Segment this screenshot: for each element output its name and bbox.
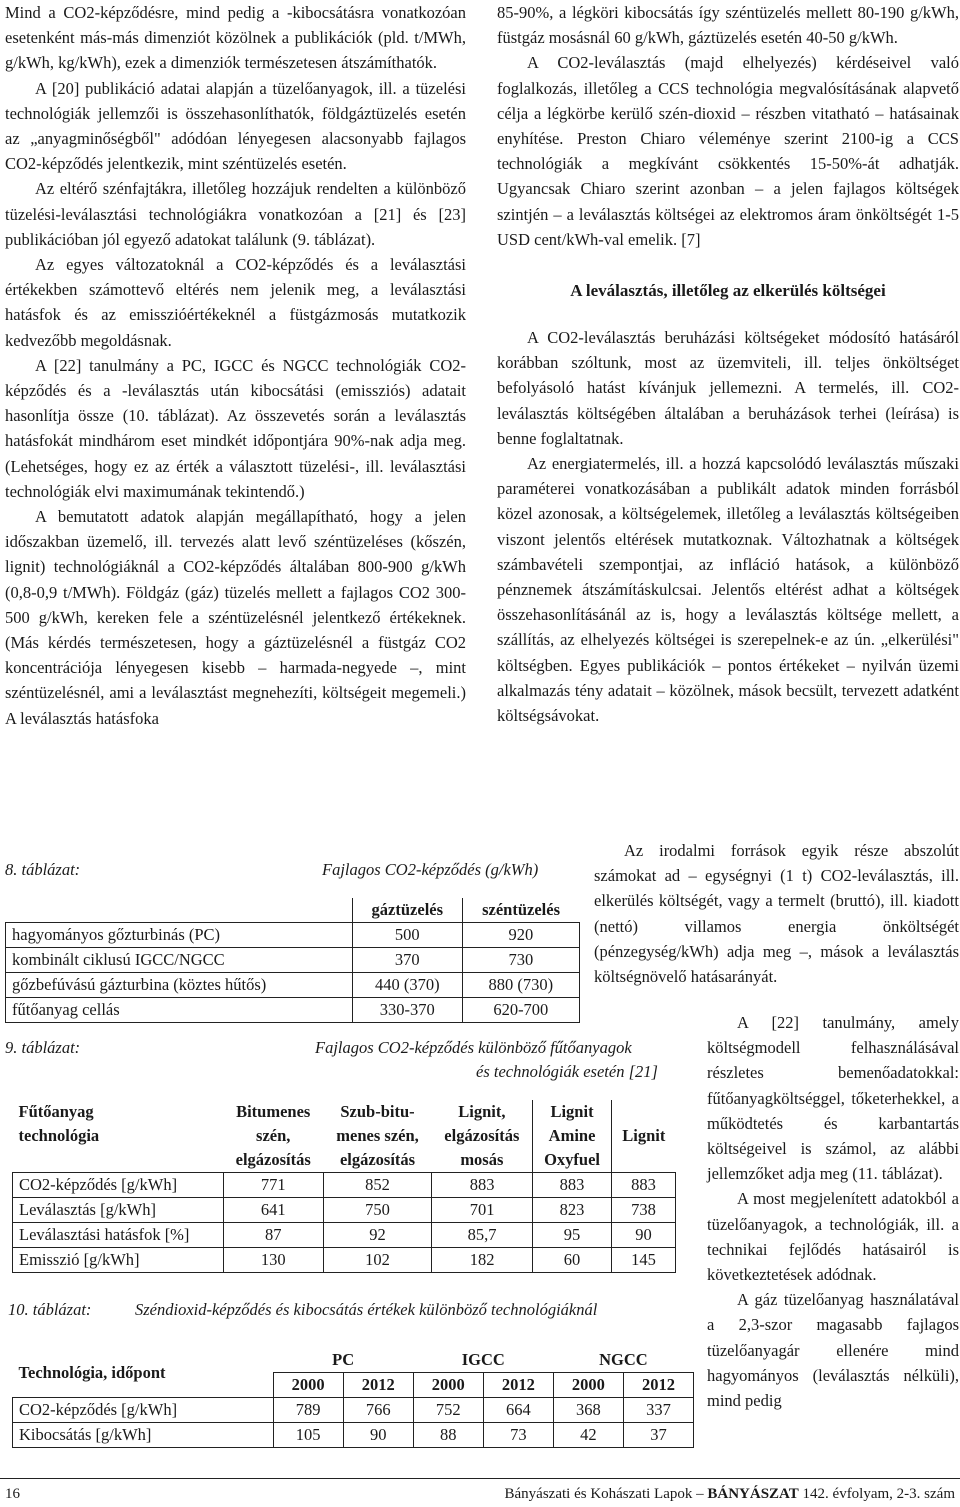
table-cell: 60 [532, 1248, 611, 1273]
paragraph: A [20] publikáció adatai alapján a tüzelőanyagok, ill. a tüzelési technológiák jellemzői is összehasonlíthatók, földgáztüzelés esetén az „anyagminőségből" adódóan lényegesen alacsonyabb fajlagos CO2-képződés jelentkezik, mint széntüzelés esetén. [5, 78, 466, 174]
table-cell: 789 [273, 1398, 343, 1423]
table-cell: CO2-képződés [g/kWh] [13, 1398, 274, 1423]
paragraph: A [22] tanulmány, amely költségmodell felhasználásával részletes bemenőadatokkal: fűtőanyagköltséggel, tőketerhekkel, a működtetés és karbantartás költségeivel is számol, az alábbi jellemzőket adja meg (11. táblázat). [707, 1013, 959, 1184]
table-cell: hagyományos gőzturbinás (PC) [6, 923, 353, 948]
table-cell: 37 [623, 1423, 693, 1448]
table-cell: 641 [223, 1198, 323, 1223]
mid-column [594, 838, 959, 989]
paragraph: 85-90%, a légköri kibocsátás így széntüzelés mellett 80-190 g/kWh, füstgáz mosásnál 60 g/kWh, gáztüzelés esetén 40-50 g/kWh. [497, 3, 959, 48]
table-cell: 330-370 [352, 998, 462, 1023]
table-year-header: 2000 [413, 1373, 483, 1398]
journal-prefix: Bányászati és Kohászati Lapok – [504, 1486, 704, 1502]
header-line: Bitumenes [236, 1102, 311, 1121]
table-year-header: 2012 [483, 1373, 553, 1398]
table-cell: 370 [352, 948, 462, 973]
table-cell: 95 [532, 1223, 611, 1248]
table10 [12, 1348, 694, 1448]
table-cell: 738 [612, 1198, 676, 1223]
paragraph: A [22] tanulmány a PC, IGCC és NGCC technológiák CO2-képződés és a -leválasztás után kibocsátási (emissziós) adatait hasonlítja össze (10. táblázat). Az összevetés során a leválasztás hatásfokát mindhárom eset mindkét időpontjára 90%-nak adja meg. (Lehetséges, hogy ez az érték a választott tüzelési-, ill. leválasztási technológiák elvi maximumának tekintendő.) [5, 355, 466, 501]
table-cell: 920 [462, 923, 579, 948]
bottom-right-column [707, 1010, 959, 1413]
table-cell: 88 [413, 1423, 483, 1448]
header-line: elgázosítás [339, 1150, 416, 1169]
table-cell: 883 [432, 1173, 533, 1198]
section-heading: A leválasztás, illetőleg az elkerülés költségei [570, 281, 886, 301]
paragraph: A CO2-leválasztás (majd elhelyezés) kérdéseivel való foglalkozás, illetőleg a CCS technológia megvalósításának alapvető célja a légkörbe kerülő szén-dioxid – részben vitatható – hatásainak enyhítése. Preston Chiaro véleménye szerint 2100-ig a CCS technológiák a megkívánt csökkentés 15-50%-át adhatják. Ugyancsak Chiaro szerint azonban – a jelen fajlagos költségek szintjén – a leválasztás költségei az elektromos áram önköltségét 1-5 USD cent/kWh-val emelik. [7] [497, 53, 959, 249]
table-cell: 42 [553, 1423, 623, 1448]
table9-title-line2: és technológiák esetén [21] [476, 1062, 658, 1081]
table10-title: Széndioxid-képződés és kibocsátás értékek különböző technológiáknál [135, 1300, 598, 1319]
header-line: menes szén, [336, 1126, 419, 1145]
header-line: Lignit [622, 1126, 666, 1145]
table-cell: 145 [612, 1248, 676, 1273]
header-line: elgázosítás [235, 1150, 311, 1169]
journal-info [505, 1486, 955, 1503]
table-cell: 90 [612, 1223, 676, 1248]
paragraph: Az irodalmi források egyik része abszolút számokat ad – egységnyi (1 t) CO2-leválasztás, ill. elkerülés költségét, vagy a termelt (bruttó), ill. kiadott (nettó) villamos energia önköltségét (pénzegység/kWh) adja meg –, mások a leválasztás költségnövelő hatásarányát. [594, 841, 959, 987]
table-header-cell: gáztüzelés [352, 898, 462, 923]
table9 [12, 1100, 676, 1273]
header-line: elgázosítás [444, 1126, 520, 1145]
table-cell: Emisszió [g/kWh] [13, 1248, 224, 1273]
table-group-header: PC [332, 1350, 355, 1369]
table-cell: Leválasztási hatásfok [%] [13, 1223, 224, 1248]
paragraph: Mind a CO2-képződésre, mind pedig a -kibocsátásra vonatkozóan esetenként más-más dimenziót közölnek a publikációk (pld. t/MWh, g/kWh, kg/kWh), ezek a dimenziók természetesen átszámíthatók. [5, 3, 466, 73]
table-cell: fűtőanyag cellás [6, 998, 353, 1023]
header-line: Oxyfuel [544, 1150, 600, 1169]
table-cell: 750 [323, 1198, 432, 1223]
table-header-cell [13, 1100, 224, 1173]
table8-number: 8. táblázat: [5, 860, 81, 879]
table-cell: 73 [483, 1423, 553, 1448]
table-cell: gőzbefúvású gázturbina (köztes hűtős) [6, 973, 353, 998]
paragraph: A most megjelenített adatokból a tüzelőanyagok, a technológiák, ill. a technikai fejlődés hatásairól is következtetések adódnak. [707, 1189, 959, 1285]
table-header-cell [432, 1100, 533, 1173]
paragraph: A bemutatott adatok alapján megállapítható, hogy a jelen időszakban üzemelő, ill. tervezés alatt levő széntüzeléses (kőszén, lignit) technológiáknál a CO2-képződés általában 800-900 g/kWh (0,8-0,9 t/MWh). Földgáz (gáz) tüzelés mellett a fajlagos CO2 300-500 g/kWh, kereken fele a széntüzelésnél jelentkező értékeknek. (Más kérdés természetesen, hogy a gáztüzelésnél a füstgáz CO2 koncentrációja lényegesen kisebb – harmada-negyede –, mint széntüzelésnél, ami a leválasztást megnehezíti, költségeit megemeli.) A leválasztás hatásfoka [5, 507, 466, 728]
table-cell: 852 [323, 1173, 432, 1198]
table-cell: 664 [483, 1398, 553, 1423]
table-year-header: 2000 [273, 1373, 343, 1398]
table-year-header: 2000 [553, 1373, 623, 1398]
table-cell: 766 [343, 1398, 413, 1423]
table-cell: 730 [462, 948, 579, 973]
paragraph: A gáz tüzelőanyag használatával a 2,3-szor magasabb fajlagos tüzelőanyagár ellenére mind hagyományos (leválasztás nélküli), mind pedig [707, 1290, 959, 1411]
table-header-cell [223, 1100, 323, 1173]
paragraph: Az egyes változatoknál a CO2-képződés és a leválasztási értékekben számottevő eltérés nem jelenik meg, a leválasztási hatásfok és az emisszióértékeknél a füstgázmosás mutatkozik kedvezőbb megoldásnak. [5, 255, 466, 350]
header-line: Amine [548, 1126, 596, 1145]
table-group-header: NGCC [599, 1350, 648, 1369]
table-cell: 620-700 [462, 998, 579, 1023]
table-header-cell [6, 898, 353, 923]
table8-title: Fajlagos CO2-képződés (g/kWh) [322, 860, 539, 879]
table-cell: 701 [432, 1198, 533, 1223]
footer-rule [0, 1478, 960, 1479]
table9-title-line1: Fajlagos CO2-képződés különböző fűtőanyagok [315, 1038, 632, 1057]
paragraph: A CO2-leválasztás beruházási költségeket módosító hatásáról korábban szóltunk, most az üzemviteli, ill. teljes önköltséget befolyásoló hatást kívánjuk jellemezni. A termelés, ill. CO2-leválasztás költségében általában a beruházások terhei (leírása) is benne foglaltatnak. [497, 328, 959, 448]
header-line: technológia [18, 1126, 100, 1145]
header-line: Lignit, [458, 1102, 506, 1121]
table-cell: 500 [352, 923, 462, 948]
header-line: Szub-bitu- [340, 1102, 415, 1121]
table8 [5, 898, 580, 1023]
table-header-cell: széntüzelés [482, 900, 561, 919]
header-line: Lignit [550, 1102, 594, 1121]
table-cell: 92 [323, 1223, 432, 1248]
header-line: mosás [460, 1150, 504, 1169]
table-cell: 90 [343, 1423, 413, 1448]
table-cell: 823 [532, 1198, 611, 1223]
table-group-header: IGCC [461, 1350, 505, 1369]
table-year-header: 2012 [343, 1373, 413, 1398]
table-header-cell: Technológia, időpont [18, 1362, 166, 1382]
table-cell: CO2-képződés [g/kWh] [13, 1173, 224, 1198]
table-cell: 883 [612, 1173, 676, 1198]
table-header-cell [612, 1100, 676, 1173]
table-cell: 771 [223, 1173, 323, 1198]
header-line: szén, [256, 1126, 291, 1145]
table-cell: 182 [432, 1248, 533, 1273]
header-line: Fűtőanyag [18, 1102, 94, 1121]
table-cell: Kibocsátás [g/kWh] [13, 1423, 274, 1448]
table10-number: 10. táblázat: [8, 1300, 92, 1319]
right-column [497, 0, 959, 728]
table-cell: 440 (370) [352, 973, 462, 998]
journal-name: BÁNYÁSZAT [707, 1486, 799, 1502]
table-header-cell [532, 1100, 611, 1173]
paragraph: Az energiatermelés, ill. a hozzá kapcsolódó leválasztás műszaki paraméterei vonatkozásában a publikált adatok minden forrásból közel azonosak, a költségelemek, illetőleg a leválasztás költségeiben viszont jelentős eltérések mutatkoznak. Változhatnak a költségek számbavételi szempontjai, az infláció hatások, a különböző pénznemek átszámításkulcsai. Jelentős eltérést adhat a költségek összehasonlításánál az is, hogy a leválasztás költsége mellett, a szállítás, az elhelyezés költségei is szerepelnek-e az ún. „elkerülési" költségben. Egyes publikációk – pontos értékeket – nyilván üzemi alkalmazás tény adatait – közölnek, mások becsült, tervezett adatként költségsávokat. [497, 454, 959, 726]
table-cell: 130 [223, 1248, 323, 1273]
table-cell: 102 [323, 1248, 432, 1273]
table-cell: 85,7 [432, 1223, 533, 1248]
table-year-header: 2012 [623, 1373, 693, 1398]
table-header-cell [323, 1100, 432, 1173]
table-cell: kombinált ciklusú IGCC/NGCC [6, 948, 353, 973]
table-cell: Leválasztás [g/kWh] [13, 1198, 224, 1223]
paragraph: Az eltérő szénfajtákra, illetőleg hozzájuk rendelten a különböző tüzelési-leválasztási technológiákra vonatkozóan a [21] és [23] publikációban jól egyező adatokat találunk (9. táblázat). [5, 179, 466, 249]
table-cell: 87 [223, 1223, 323, 1248]
table-cell: 368 [553, 1398, 623, 1423]
table9-number: 9. táblázat: [5, 1038, 81, 1057]
page-number: 16 [5, 1486, 20, 1502]
table-cell: 883 [532, 1173, 611, 1198]
table-cell: 880 (730) [462, 973, 579, 998]
table-cell: 752 [413, 1398, 483, 1423]
table-cell: 337 [623, 1398, 693, 1423]
table-cell: 105 [273, 1423, 343, 1448]
journal-suffix: 142. évfolyam, 2-3. szám [802, 1486, 955, 1502]
left-column [5, 0, 466, 731]
